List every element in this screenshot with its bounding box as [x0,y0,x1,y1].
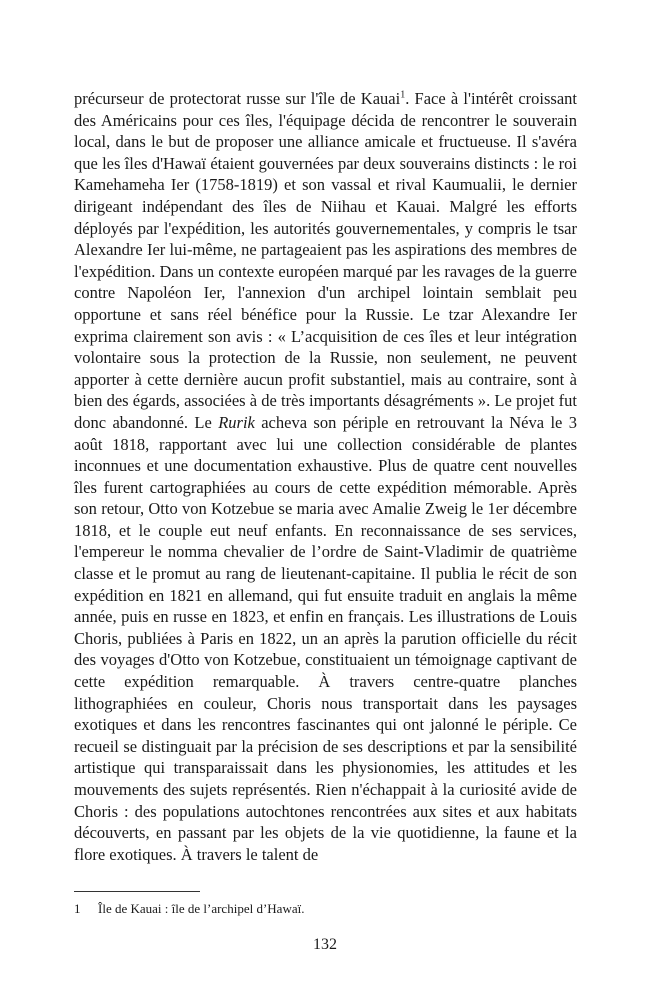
page-number: 132 [313,936,337,953]
footnote-text: Île de Kauai : île de l’archipel d’Hawaï. [98,901,305,916]
body-text-segment: . Face à l'intérêt croissant des Américains pour ces îles, l'équipage décida de rencontrer le souverain local, dans le but de proposer une alliance amicale et fructueuse. Il s'avéra que les îles d'Hawaï étaient gouvernées par deux souverains distincts : le roi Kamehameha Ier (1758-1819) et son vassal et rival Kaumualii, le dernier dirigeant indépendant des îles de Niihau et Kauai. Malgré les efforts déployés par l'expédition, les autorités gouvernementales, y compris le tsar Alexandre Ier lui-même, ne partageaient pas les aspirations des membres de l'expédition. Dans un contexte européen marqué par les ravages de la guerre contre Napoléon Ier, l'annexion d'un archipel lointain semblait peu opportune et sans réel bénéfice pour la Russie. Le tzar Alexandre Ier exprima clairement son avis : « L’acquisition de ces îles et leur intégration volontaire sous la protection de la Russie, non seulement, ne peuvent apporter à cette dernière aucun profit substantiel, mais au contraire, sont à bien des égards, associées à de très importants désagréments ». Le projet fut donc abandonné. Le [74,89,577,432]
ship-name: Rurik [218,412,255,432]
footnote [74,901,577,917]
page-body [74,88,577,865]
body-text-segment: acheva son périple en retrouvant la Néva le 3 août 1818, rapportant avec lui une collection considérable de plantes inconnues et une documentation exhaustive. Plus de quatre cent nouvelles îles furent cartographiées au cours de cette expédition mémorable. Après son retour, Otto von Kotzebue se maria avec Amalie Zweig le 1er décembre 1818, et le couple eut neuf enfants. En reconnaissance de ses services, l'empereur le nomma chevalier de l’ordre de Saint-Vladimir de quatrième classe et le promut au rang de lieutenant-capitaine. Il publia le récit de son expédition en 1821 en allemand, qui fut ensuite traduit en anglais la même année, puis en russe en 1823, et enfin en français. Les illustrations de Louis Choris, publiées à Paris en 1822, un an après la parution officielle du récit des voyages d'Otto von Kotzebue, constituaient un témoignage captivant de cette expédition remarquable. À travers centre-quatre planches lithographiées en couleur, Choris nous transportait dans les paysages exotiques et dans les rencontres fascinantes qui ont jalonné le périple. Ce recueil se distinguait par la précision de ses descriptions et par la sensibilité artistique qui transparaissait dans les physionomies, les attitudes et les mouvements des sujets représentés. Rien n'échappait à la curiosité avide de Choris : des populations autochtones rencontrées aux sites et aux habitats découverts, en passant par les objets de la vie quotidienne, la faune et la flore exotiques. À travers le talent de [74,412,577,864]
body-paragraph [74,88,577,865]
footnote-separator [74,891,200,892]
footnote-reference: 1 [400,89,406,101]
footnote-number: 1 [74,901,81,916]
body-text-segment: précurseur de protectorat russe sur l'île de Kauai [74,89,401,108]
